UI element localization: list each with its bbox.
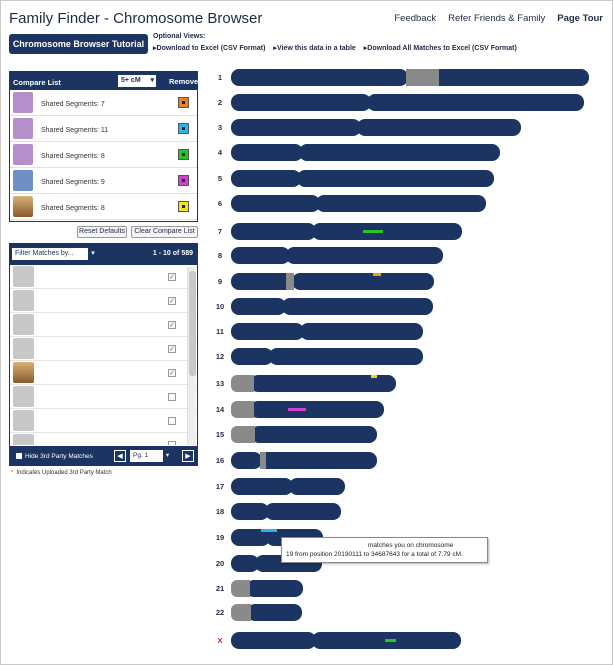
hide-3rd-party-label: Hide 3rd Party Matches (25, 453, 93, 460)
avatar (13, 362, 34, 383)
chromosome-p-arm (231, 478, 293, 495)
centromere (283, 250, 293, 261)
avatar (13, 314, 34, 335)
cm-threshold-select[interactable]: 5+ cM ▾ (118, 75, 156, 87)
chromosome-bar[interactable] (231, 323, 423, 340)
chromosome-q-arm (289, 478, 345, 495)
download-csv-link[interactable]: ▸ Download to Excel (CSV Format) (153, 44, 265, 52)
chromosome-p-arm (231, 298, 286, 315)
page-select[interactable]: Pg. 1 ▾ (130, 450, 172, 462)
download-all-csv-link[interactable]: ▸ Download All Matches to Excel (CSV Format) (364, 44, 517, 52)
chromosome-bar[interactable] (231, 426, 377, 443)
chromosome-bar[interactable] (231, 144, 500, 161)
scroll-thumb[interactable] (189, 271, 196, 376)
chromosome-label: 11 (216, 327, 224, 336)
centromere (286, 481, 296, 492)
chromosome-bar[interactable] (231, 69, 589, 86)
chromosome-q-arm (297, 170, 494, 187)
avatar (13, 410, 34, 431)
chromosome-label: 15 (215, 430, 225, 439)
chromosome-label: 5 (217, 174, 223, 183)
chromosome-p-arm (231, 69, 408, 86)
matches-footer (10, 446, 197, 466)
gray-region (286, 273, 294, 290)
chromosome-label: 9 (217, 277, 223, 286)
chromosome-q-arm (357, 119, 521, 136)
feedback-link[interactable]: Feedback (394, 13, 437, 24)
shared-segments-text: Shared Segments: 8 (41, 153, 105, 160)
compare-list-title: Compare List (13, 78, 61, 87)
compare-checkbox[interactable]: ✓ (169, 298, 175, 305)
compare-checkbox[interactable] (168, 441, 176, 445)
chromosome-q-arm (246, 580, 303, 597)
shared-segment[interactable] (385, 639, 396, 642)
chromosome-q-arm (282, 298, 433, 315)
shared-segments-text: Shared Segments: 11 (41, 127, 109, 134)
chromosome-label: 7 (217, 227, 223, 236)
compare-item (10, 142, 197, 168)
tutorial-button[interactable]: Chromosome Browser Tutorial (9, 34, 148, 54)
compare-item (10, 168, 197, 194)
compare-list-panel (9, 71, 198, 222)
chromosome-bar[interactable] (231, 604, 302, 621)
chromosome-q-arm (251, 426, 377, 443)
chromosome-bar[interactable] (231, 195, 486, 212)
chromosome-label: 12 (215, 352, 225, 361)
centromere (296, 147, 306, 158)
chromosome-bar[interactable] (231, 94, 584, 111)
chromosome-bar[interactable] (231, 273, 434, 290)
chromosome-label: 14 (215, 405, 225, 414)
top-links (394, 13, 603, 24)
compare-checkbox[interactable]: ✓ (169, 274, 175, 281)
filter-matches-select[interactable]: Filter Matches by... ▾ (12, 248, 98, 260)
optional-views (153, 33, 517, 52)
remove-color-swatch[interactable] (178, 97, 189, 108)
centromere (294, 173, 304, 184)
match-row[interactable] (10, 313, 197, 337)
avatar (13, 266, 34, 287)
third-party-note (11, 470, 112, 476)
chromosome-q-arm (316, 195, 486, 212)
gray-region (406, 69, 439, 86)
shared-segment[interactable] (261, 529, 277, 532)
avatar (13, 196, 33, 217)
matches-panel (9, 243, 198, 466)
tooltip-line-1: matches you on chromosome (368, 542, 454, 549)
chromosome-label: 1 (217, 73, 223, 82)
gray-region (231, 375, 254, 392)
chromosome-label: 21 (215, 584, 225, 593)
view-table-link[interactable]: ▸ View this data in a table (273, 44, 355, 52)
centromere (309, 635, 319, 646)
segment-tooltip (281, 537, 488, 563)
compare-checkbox[interactable]: ✓ (169, 370, 175, 377)
centromere (364, 97, 374, 108)
chromosome-p-arm (231, 170, 301, 187)
shared-segments-text: Shared Segments: 8 (41, 205, 105, 212)
chromosome-label: 13 (215, 379, 225, 388)
chromosome-bar[interactable] (231, 401, 384, 418)
prev-page-button[interactable]: ◀ (114, 450, 126, 462)
avatar (13, 386, 34, 407)
chromosome-label: 8 (217, 251, 223, 260)
chromosome-label: 2 (217, 98, 223, 107)
star-icon: * (11, 470, 14, 476)
chromosome-bar[interactable] (231, 298, 433, 315)
chromosome-label: 17 (215, 482, 225, 491)
chromosome-bar[interactable] (231, 247, 443, 264)
chromosome-q-arm (312, 223, 462, 240)
compare-item (10, 116, 197, 142)
chromosome-label: 10 (215, 302, 225, 311)
match-row[interactable] (10, 265, 197, 289)
match-row[interactable] (10, 361, 197, 385)
chromosome-p-arm (231, 247, 290, 264)
compare-item (10, 194, 197, 220)
centromere (262, 506, 272, 517)
compare-checkbox[interactable]: ✓ (169, 322, 175, 329)
gray-region (231, 580, 250, 597)
chromosome-bar[interactable] (231, 580, 303, 597)
remove-color-swatch[interactable] (178, 201, 189, 212)
remove-label: Remove (169, 77, 199, 86)
chromosome-p-arm (231, 632, 316, 649)
compare-item (10, 90, 197, 116)
chromosome-q-arm (250, 401, 384, 418)
chromosome-q-arm (269, 348, 423, 365)
optional-views-label: Optional Views: (153, 33, 206, 40)
compare-checkbox[interactable] (168, 393, 176, 401)
gray-region (231, 604, 251, 621)
next-page-button[interactable]: ▶ (182, 450, 194, 462)
shared-segments-text: Shared Segments: 9 (41, 179, 105, 186)
chromosome-label: 20 (215, 559, 225, 568)
compare-checkbox[interactable]: ✓ (169, 346, 175, 353)
third-party-note-text: Indicates Uploaded 3rd Party Match (16, 470, 112, 476)
chromosome-bar[interactable] (231, 170, 494, 187)
chromosome-q-arm (300, 323, 423, 340)
reset-defaults-button[interactable]: Reset Defaults (77, 226, 127, 238)
chromosome-bar[interactable] (231, 478, 345, 495)
centromere (313, 198, 323, 209)
avatar (13, 92, 33, 113)
match-row[interactable] (10, 289, 197, 313)
clear-compare-button[interactable]: Clear Compare List (131, 226, 198, 238)
chromosome-q-arm (292, 273, 434, 290)
avatar (13, 144, 33, 165)
chromosome-label: 3 (217, 123, 223, 132)
chromosome-p-arm (231, 223, 316, 240)
shared-segment[interactable] (363, 230, 383, 233)
gray-region (231, 426, 255, 443)
chromosome-bar[interactable] (231, 223, 462, 240)
chromosome-q-arm (258, 452, 377, 469)
chromosome-bar[interactable] (231, 375, 396, 392)
centromere (309, 226, 319, 237)
chromosome-bar[interactable] (231, 503, 341, 520)
chromosome-bar[interactable] (231, 348, 423, 365)
centromere (354, 122, 364, 133)
remove-color-swatch[interactable] (178, 149, 189, 160)
chromosome-p-arm (231, 323, 304, 340)
chromosome-p-arm (231, 195, 320, 212)
hide-3rd-party-checkbox[interactable] (16, 453, 22, 459)
page-tour-link[interactable]: Page Tour (557, 13, 603, 24)
avatar (13, 170, 33, 191)
chromosome-p-arm (231, 94, 371, 111)
match-count: 1 - 10 of 589 (152, 250, 193, 257)
centromere (279, 301, 289, 312)
matches-list (10, 265, 197, 445)
match-row[interactable] (10, 385, 197, 409)
compare-list-rows (10, 90, 197, 220)
chromosome-q-arm (367, 94, 584, 111)
matches-header (10, 244, 197, 265)
chromosome-label: 6 (217, 199, 223, 208)
chromosome-p-arm (231, 119, 361, 136)
chromosome-q-arm (299, 144, 500, 161)
remove-color-swatch[interactable] (178, 123, 189, 134)
shared-segments-text: Shared Segments: 7 (41, 101, 105, 108)
avatar (13, 290, 34, 311)
refer-friends-link[interactable]: Refer Friends & Family (448, 13, 546, 24)
centromere (252, 558, 262, 569)
shared-segment[interactable] (373, 273, 381, 276)
match-row[interactable] (10, 409, 197, 433)
shared-segment[interactable] (288, 408, 306, 411)
avatar (13, 434, 34, 445)
gray-region (231, 401, 254, 418)
chromosome-label: 22 (215, 608, 225, 617)
chromosome-bar[interactable] (231, 452, 377, 469)
tooltip-line-2: 19 from position 20190111 to 34687643 for a total of 7.79 cM. (286, 551, 463, 558)
chromosome-label: 4 (217, 148, 223, 157)
chromosome-label: 18 (215, 507, 225, 516)
chromosome-label: X (217, 636, 223, 645)
chromosome-q-arm (265, 503, 341, 520)
compare-list-header (10, 72, 197, 90)
matches-scrollbar[interactable] (187, 267, 196, 445)
centromere (263, 532, 273, 543)
shared-segment[interactable] (371, 375, 377, 378)
chromosome-p-arm (231, 144, 303, 161)
avatar (13, 118, 33, 139)
compare-checkbox[interactable] (168, 417, 176, 425)
chromosome-bar[interactable] (231, 119, 521, 136)
gray-region (260, 452, 266, 469)
page-title: Family Finder - Chromosome Browser (9, 10, 263, 27)
centromere (297, 326, 307, 337)
chromosome-label: 19 (215, 533, 225, 542)
remove-color-swatch[interactable] (178, 175, 189, 186)
chromosome-q-arm (286, 247, 443, 264)
centromere (266, 351, 276, 362)
chromosome-q-arm (247, 604, 302, 621)
avatar (13, 338, 34, 359)
chromosome-label: 16 (215, 456, 225, 465)
match-row[interactable] (10, 433, 197, 445)
match-row[interactable] (10, 337, 197, 361)
chromosome-bar[interactable] (231, 632, 461, 649)
